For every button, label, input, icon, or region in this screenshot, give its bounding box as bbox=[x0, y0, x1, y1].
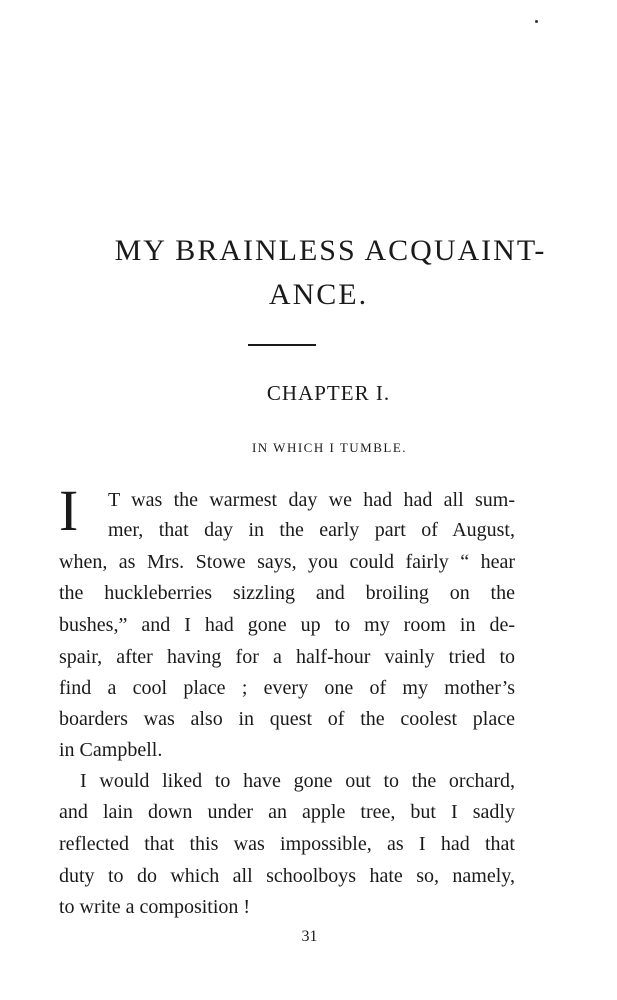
text-line-14: to write a composition ! bbox=[59, 896, 251, 918]
title-line-2: ANCE. bbox=[268, 278, 369, 311]
text-line-6: spair, after having for a half-hour vainly tried to bbox=[59, 646, 515, 668]
text-line-10: I would liked to have gone out to the orchard, bbox=[80, 770, 515, 792]
title-line-1: MY BRAINLESS ACQUAINT- bbox=[114, 234, 547, 267]
print-speck bbox=[535, 20, 538, 23]
text-line-11: and lain down under an apple tree, but I sadly bbox=[59, 801, 515, 823]
text-line-9: in Campbell. bbox=[59, 739, 163, 761]
text-line-2: mer, that day in the early part of August, bbox=[108, 519, 515, 541]
text-line-7: find a cool place ; every one of my mother’s bbox=[59, 677, 515, 699]
text-line-12: reflected that this was impossible, as I had that bbox=[59, 833, 515, 855]
chapter-subtitle: IN WHICH I TUMBLE. bbox=[251, 440, 408, 455]
drop-cap: I bbox=[59, 478, 79, 543]
text-line-13: duty to do which all schoolboys hate so, namely, bbox=[59, 865, 515, 887]
text-line-4: the huckleberries sizzling and broiling on the bbox=[59, 582, 515, 604]
chapter-heading: CHAPTER I. bbox=[266, 381, 391, 405]
title-divider bbox=[248, 344, 316, 346]
text-line-5: bushes,” and I had gone up to my room in de- bbox=[59, 614, 515, 636]
page-number: 31 bbox=[301, 928, 318, 945]
text-line-8: boarders was also in quest of the coolest place bbox=[59, 708, 515, 730]
text-line-1: T was the warmest day we had had all sum- bbox=[108, 489, 515, 511]
text-line-3: when, as Mrs. Stowe says, you could fairly “ hear bbox=[59, 551, 515, 573]
